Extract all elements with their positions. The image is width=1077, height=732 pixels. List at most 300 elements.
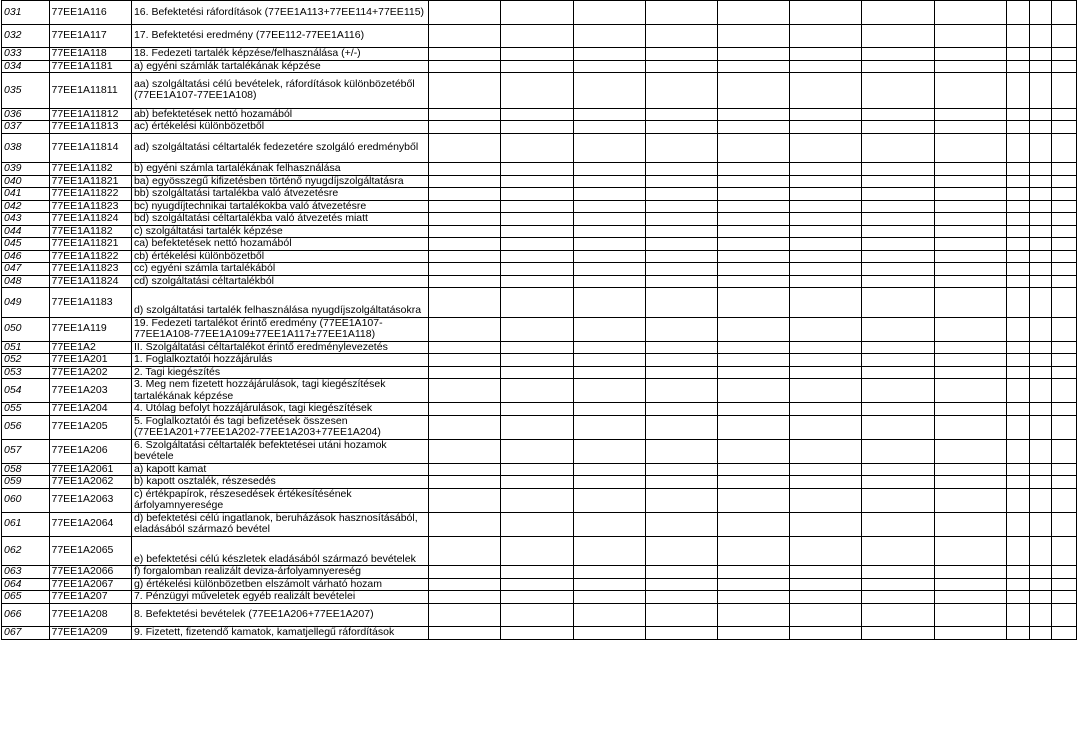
value-cell[interactable] <box>862 275 934 288</box>
value-cell[interactable] <box>645 213 717 226</box>
value-cell[interactable] <box>934 60 1006 73</box>
value-cell[interactable] <box>790 200 862 213</box>
value-cell[interactable] <box>429 415 501 439</box>
value-cell[interactable] <box>573 591 645 604</box>
value-cell[interactable] <box>934 439 1006 463</box>
value-cell[interactable] <box>934 1 1006 25</box>
value-cell[interactable] <box>573 1 645 25</box>
value-cell[interactable] <box>645 627 717 640</box>
value-cell[interactable] <box>501 60 573 73</box>
value-cell[interactable] <box>1029 463 1052 476</box>
value-cell[interactable] <box>862 403 934 416</box>
value-cell[interactable] <box>862 439 934 463</box>
value-cell[interactable] <box>429 591 501 604</box>
value-cell[interactable] <box>573 133 645 163</box>
value-cell[interactable] <box>429 250 501 263</box>
value-cell[interactable] <box>1052 108 1077 121</box>
value-cell[interactable] <box>501 366 573 379</box>
value-cell[interactable] <box>934 379 1006 403</box>
value-cell[interactable] <box>573 488 645 512</box>
value-cell[interactable] <box>645 121 717 134</box>
value-cell[interactable] <box>862 591 934 604</box>
value-cell[interactable] <box>1052 317 1077 341</box>
value-cell[interactable] <box>1006 225 1029 238</box>
value-cell[interactable] <box>1006 591 1029 604</box>
value-cell[interactable] <box>1006 263 1029 276</box>
value-cell[interactable] <box>501 512 573 536</box>
value-cell[interactable] <box>934 488 1006 512</box>
value-cell[interactable] <box>717 288 789 318</box>
value-cell[interactable] <box>790 225 862 238</box>
value-cell[interactable] <box>429 566 501 579</box>
value-cell[interactable] <box>501 354 573 367</box>
value-cell[interactable] <box>429 133 501 163</box>
value-cell[interactable] <box>645 288 717 318</box>
value-cell[interactable] <box>501 200 573 213</box>
value-cell[interactable] <box>934 536 1006 566</box>
value-cell[interactable] <box>862 288 934 318</box>
value-cell[interactable] <box>862 108 934 121</box>
value-cell[interactable] <box>429 603 501 627</box>
value-cell[interactable] <box>934 213 1006 226</box>
value-cell[interactable] <box>1052 263 1077 276</box>
value-cell[interactable] <box>429 225 501 238</box>
value-cell[interactable] <box>573 512 645 536</box>
value-cell[interactable] <box>717 213 789 226</box>
value-cell[interactable] <box>1052 403 1077 416</box>
value-cell[interactable] <box>501 415 573 439</box>
value-cell[interactable] <box>790 1 862 25</box>
value-cell[interactable] <box>501 566 573 579</box>
value-cell[interactable] <box>645 24 717 48</box>
value-cell[interactable] <box>790 488 862 512</box>
value-cell[interactable] <box>790 213 862 226</box>
value-cell[interactable] <box>501 275 573 288</box>
value-cell[interactable] <box>429 175 501 188</box>
value-cell[interactable] <box>645 379 717 403</box>
value-cell[interactable] <box>934 627 1006 640</box>
value-cell[interactable] <box>934 341 1006 354</box>
value-cell[interactable] <box>934 317 1006 341</box>
value-cell[interactable] <box>717 366 789 379</box>
value-cell[interactable] <box>1052 578 1077 591</box>
value-cell[interactable] <box>717 250 789 263</box>
value-cell[interactable] <box>862 354 934 367</box>
value-cell[interactable] <box>1029 73 1052 108</box>
value-cell[interactable] <box>501 341 573 354</box>
value-cell[interactable] <box>1006 578 1029 591</box>
value-cell[interactable] <box>1006 288 1029 318</box>
value-cell[interactable] <box>1029 566 1052 579</box>
value-cell[interactable] <box>1029 60 1052 73</box>
value-cell[interactable] <box>501 250 573 263</box>
value-cell[interactable] <box>790 238 862 251</box>
value-cell[interactable] <box>429 60 501 73</box>
value-cell[interactable] <box>1006 627 1029 640</box>
value-cell[interactable] <box>1052 250 1077 263</box>
value-cell[interactable] <box>501 627 573 640</box>
value-cell[interactable] <box>429 24 501 48</box>
value-cell[interactable] <box>429 341 501 354</box>
value-cell[interactable] <box>1029 48 1052 61</box>
value-cell[interactable] <box>934 188 1006 201</box>
value-cell[interactable] <box>501 188 573 201</box>
value-cell[interactable] <box>1006 73 1029 108</box>
value-cell[interactable] <box>1052 341 1077 354</box>
value-cell[interactable] <box>790 175 862 188</box>
value-cell[interactable] <box>429 275 501 288</box>
value-cell[interactable] <box>1006 200 1029 213</box>
value-cell[interactable] <box>790 288 862 318</box>
value-cell[interactable] <box>934 238 1006 251</box>
value-cell[interactable] <box>934 566 1006 579</box>
value-cell[interactable] <box>717 488 789 512</box>
value-cell[interactable] <box>1052 225 1077 238</box>
value-cell[interactable] <box>1029 536 1052 566</box>
value-cell[interactable] <box>429 238 501 251</box>
value-cell[interactable] <box>645 439 717 463</box>
value-cell[interactable] <box>790 163 862 176</box>
value-cell[interactable] <box>1052 121 1077 134</box>
value-cell[interactable] <box>645 48 717 61</box>
value-cell[interactable] <box>1052 275 1077 288</box>
value-cell[interactable] <box>645 317 717 341</box>
value-cell[interactable] <box>573 213 645 226</box>
value-cell[interactable] <box>1052 213 1077 226</box>
value-cell[interactable] <box>1006 250 1029 263</box>
value-cell[interactable] <box>790 366 862 379</box>
value-cell[interactable] <box>429 512 501 536</box>
value-cell[interactable] <box>862 341 934 354</box>
value-cell[interactable] <box>717 379 789 403</box>
value-cell[interactable] <box>429 379 501 403</box>
value-cell[interactable] <box>1052 476 1077 489</box>
value-cell[interactable] <box>790 403 862 416</box>
value-cell[interactable] <box>501 225 573 238</box>
value-cell[interactable] <box>1006 536 1029 566</box>
value-cell[interactable] <box>1029 366 1052 379</box>
value-cell[interactable] <box>790 379 862 403</box>
value-cell[interactable] <box>1006 1 1029 25</box>
value-cell[interactable] <box>717 439 789 463</box>
value-cell[interactable] <box>1029 225 1052 238</box>
value-cell[interactable] <box>790 415 862 439</box>
value-cell[interactable] <box>645 60 717 73</box>
value-cell[interactable] <box>862 627 934 640</box>
value-cell[interactable] <box>1029 133 1052 163</box>
value-cell[interactable] <box>717 121 789 134</box>
value-cell[interactable] <box>573 288 645 318</box>
value-cell[interactable] <box>717 591 789 604</box>
value-cell[interactable] <box>934 463 1006 476</box>
value-cell[interactable] <box>1029 476 1052 489</box>
value-cell[interactable] <box>717 175 789 188</box>
value-cell[interactable] <box>790 439 862 463</box>
value-cell[interactable] <box>573 354 645 367</box>
value-cell[interactable] <box>790 476 862 489</box>
value-cell[interactable] <box>1052 354 1077 367</box>
value-cell[interactable] <box>573 250 645 263</box>
value-cell[interactable] <box>1006 60 1029 73</box>
value-cell[interactable] <box>1029 213 1052 226</box>
value-cell[interactable] <box>862 366 934 379</box>
value-cell[interactable] <box>1052 536 1077 566</box>
value-cell[interactable] <box>862 121 934 134</box>
value-cell[interactable] <box>501 578 573 591</box>
value-cell[interactable] <box>1006 463 1029 476</box>
value-cell[interactable] <box>501 48 573 61</box>
value-cell[interactable] <box>934 250 1006 263</box>
value-cell[interactable] <box>573 415 645 439</box>
value-cell[interactable] <box>790 121 862 134</box>
value-cell[interactable] <box>717 225 789 238</box>
value-cell[interactable] <box>790 73 862 108</box>
value-cell[interactable] <box>1006 488 1029 512</box>
value-cell[interactable] <box>1006 108 1029 121</box>
value-cell[interactable] <box>573 200 645 213</box>
value-cell[interactable] <box>862 536 934 566</box>
value-cell[interactable] <box>790 48 862 61</box>
value-cell[interactable] <box>717 163 789 176</box>
value-cell[interactable] <box>501 133 573 163</box>
value-cell[interactable] <box>429 213 501 226</box>
value-cell[interactable] <box>1029 263 1052 276</box>
value-cell[interactable] <box>1006 341 1029 354</box>
value-cell[interactable] <box>790 578 862 591</box>
value-cell[interactable] <box>429 108 501 121</box>
value-cell[interactable] <box>934 288 1006 318</box>
value-cell[interactable] <box>645 275 717 288</box>
value-cell[interactable] <box>862 213 934 226</box>
value-cell[interactable] <box>1006 476 1029 489</box>
value-cell[interactable] <box>862 48 934 61</box>
value-cell[interactable] <box>501 591 573 604</box>
value-cell[interactable] <box>645 341 717 354</box>
value-cell[interactable] <box>1052 24 1077 48</box>
value-cell[interactable] <box>645 175 717 188</box>
value-cell[interactable] <box>717 627 789 640</box>
value-cell[interactable] <box>1029 121 1052 134</box>
value-cell[interactable] <box>862 488 934 512</box>
value-cell[interactable] <box>1029 1 1052 25</box>
value-cell[interactable] <box>1052 133 1077 163</box>
value-cell[interactable] <box>429 536 501 566</box>
value-cell[interactable] <box>501 603 573 627</box>
value-cell[interactable] <box>645 354 717 367</box>
value-cell[interactable] <box>862 163 934 176</box>
value-cell[interactable] <box>790 263 862 276</box>
value-cell[interactable] <box>717 1 789 25</box>
value-cell[interactable] <box>429 263 501 276</box>
value-cell[interactable] <box>934 73 1006 108</box>
value-cell[interactable] <box>1052 288 1077 318</box>
value-cell[interactable] <box>862 566 934 579</box>
value-cell[interactable] <box>429 163 501 176</box>
value-cell[interactable] <box>934 121 1006 134</box>
value-cell[interactable] <box>645 476 717 489</box>
value-cell[interactable] <box>790 317 862 341</box>
value-cell[interactable] <box>1029 24 1052 48</box>
value-cell[interactable] <box>573 73 645 108</box>
value-cell[interactable] <box>1029 188 1052 201</box>
value-cell[interactable] <box>1029 200 1052 213</box>
value-cell[interactable] <box>573 379 645 403</box>
value-cell[interactable] <box>501 263 573 276</box>
value-cell[interactable] <box>934 354 1006 367</box>
value-cell[interactable] <box>645 366 717 379</box>
value-cell[interactable] <box>645 403 717 416</box>
value-cell[interactable] <box>862 250 934 263</box>
value-cell[interactable] <box>1029 591 1052 604</box>
value-cell[interactable] <box>645 536 717 566</box>
value-cell[interactable] <box>645 163 717 176</box>
value-cell[interactable] <box>717 578 789 591</box>
value-cell[interactable] <box>790 354 862 367</box>
value-cell[interactable] <box>862 463 934 476</box>
value-cell[interactable] <box>501 1 573 25</box>
value-cell[interactable] <box>862 238 934 251</box>
value-cell[interactable] <box>1006 603 1029 627</box>
value-cell[interactable] <box>862 24 934 48</box>
value-cell[interactable] <box>934 263 1006 276</box>
value-cell[interactable] <box>717 108 789 121</box>
value-cell[interactable] <box>1006 24 1029 48</box>
value-cell[interactable] <box>573 627 645 640</box>
value-cell[interactable] <box>934 476 1006 489</box>
value-cell[interactable] <box>1052 238 1077 251</box>
value-cell[interactable] <box>1006 379 1029 403</box>
value-cell[interactable] <box>862 133 934 163</box>
value-cell[interactable] <box>1029 415 1052 439</box>
value-cell[interactable] <box>573 238 645 251</box>
value-cell[interactable] <box>717 200 789 213</box>
value-cell[interactable] <box>501 488 573 512</box>
value-cell[interactable] <box>862 73 934 108</box>
value-cell[interactable] <box>573 603 645 627</box>
value-cell[interactable] <box>645 238 717 251</box>
value-cell[interactable] <box>717 415 789 439</box>
value-cell[interactable] <box>1052 512 1077 536</box>
value-cell[interactable] <box>934 512 1006 536</box>
value-cell[interactable] <box>429 403 501 416</box>
value-cell[interactable] <box>790 512 862 536</box>
value-cell[interactable] <box>1006 48 1029 61</box>
value-cell[interactable] <box>1029 512 1052 536</box>
value-cell[interactable] <box>934 108 1006 121</box>
value-cell[interactable] <box>1029 250 1052 263</box>
value-cell[interactable] <box>429 1 501 25</box>
value-cell[interactable] <box>645 463 717 476</box>
value-cell[interactable] <box>1052 73 1077 108</box>
value-cell[interactable] <box>934 403 1006 416</box>
value-cell[interactable] <box>429 200 501 213</box>
value-cell[interactable] <box>1029 163 1052 176</box>
value-cell[interactable] <box>645 566 717 579</box>
value-cell[interactable] <box>790 591 862 604</box>
value-cell[interactable] <box>573 536 645 566</box>
value-cell[interactable] <box>790 60 862 73</box>
value-cell[interactable] <box>1029 238 1052 251</box>
value-cell[interactable] <box>1006 415 1029 439</box>
value-cell[interactable] <box>501 24 573 48</box>
value-cell[interactable] <box>1029 275 1052 288</box>
value-cell[interactable] <box>1006 175 1029 188</box>
value-cell[interactable] <box>1006 121 1029 134</box>
value-cell[interactable] <box>717 188 789 201</box>
value-cell[interactable] <box>862 512 934 536</box>
value-cell[interactable] <box>717 60 789 73</box>
value-cell[interactable] <box>1052 366 1077 379</box>
value-cell[interactable] <box>1052 163 1077 176</box>
value-cell[interactable] <box>645 133 717 163</box>
value-cell[interactable] <box>862 379 934 403</box>
value-cell[interactable] <box>1006 213 1029 226</box>
value-cell[interactable] <box>645 591 717 604</box>
value-cell[interactable] <box>501 463 573 476</box>
value-cell[interactable] <box>573 476 645 489</box>
value-cell[interactable] <box>645 73 717 108</box>
value-cell[interactable] <box>717 275 789 288</box>
value-cell[interactable] <box>429 48 501 61</box>
value-cell[interactable] <box>717 566 789 579</box>
value-cell[interactable] <box>645 512 717 536</box>
value-cell[interactable] <box>1029 317 1052 341</box>
value-cell[interactable] <box>1029 288 1052 318</box>
value-cell[interactable] <box>862 200 934 213</box>
value-cell[interactable] <box>645 415 717 439</box>
value-cell[interactable] <box>862 578 934 591</box>
value-cell[interactable] <box>645 1 717 25</box>
value-cell[interactable] <box>501 73 573 108</box>
value-cell[interactable] <box>573 366 645 379</box>
value-cell[interactable] <box>429 439 501 463</box>
value-cell[interactable] <box>501 403 573 416</box>
value-cell[interactable] <box>934 163 1006 176</box>
value-cell[interactable] <box>573 24 645 48</box>
value-cell[interactable] <box>1006 133 1029 163</box>
value-cell[interactable] <box>717 512 789 536</box>
value-cell[interactable] <box>934 578 1006 591</box>
value-cell[interactable] <box>790 341 862 354</box>
value-cell[interactable] <box>717 48 789 61</box>
value-cell[interactable] <box>1006 188 1029 201</box>
value-cell[interactable] <box>717 73 789 108</box>
value-cell[interactable] <box>1029 488 1052 512</box>
value-cell[interactable] <box>573 275 645 288</box>
value-cell[interactable] <box>717 463 789 476</box>
value-cell[interactable] <box>862 603 934 627</box>
value-cell[interactable] <box>429 463 501 476</box>
value-cell[interactable] <box>790 603 862 627</box>
value-cell[interactable] <box>645 225 717 238</box>
value-cell[interactable] <box>862 175 934 188</box>
value-cell[interactable] <box>790 275 862 288</box>
value-cell[interactable] <box>1006 403 1029 416</box>
value-cell[interactable] <box>934 48 1006 61</box>
value-cell[interactable] <box>501 121 573 134</box>
value-cell[interactable] <box>1029 108 1052 121</box>
value-cell[interactable] <box>501 213 573 226</box>
value-cell[interactable] <box>1052 603 1077 627</box>
value-cell[interactable] <box>717 603 789 627</box>
value-cell[interactable] <box>429 354 501 367</box>
value-cell[interactable] <box>573 225 645 238</box>
value-cell[interactable] <box>645 488 717 512</box>
value-cell[interactable] <box>1052 463 1077 476</box>
value-cell[interactable] <box>501 238 573 251</box>
value-cell[interactable] <box>1029 403 1052 416</box>
value-cell[interactable] <box>501 108 573 121</box>
